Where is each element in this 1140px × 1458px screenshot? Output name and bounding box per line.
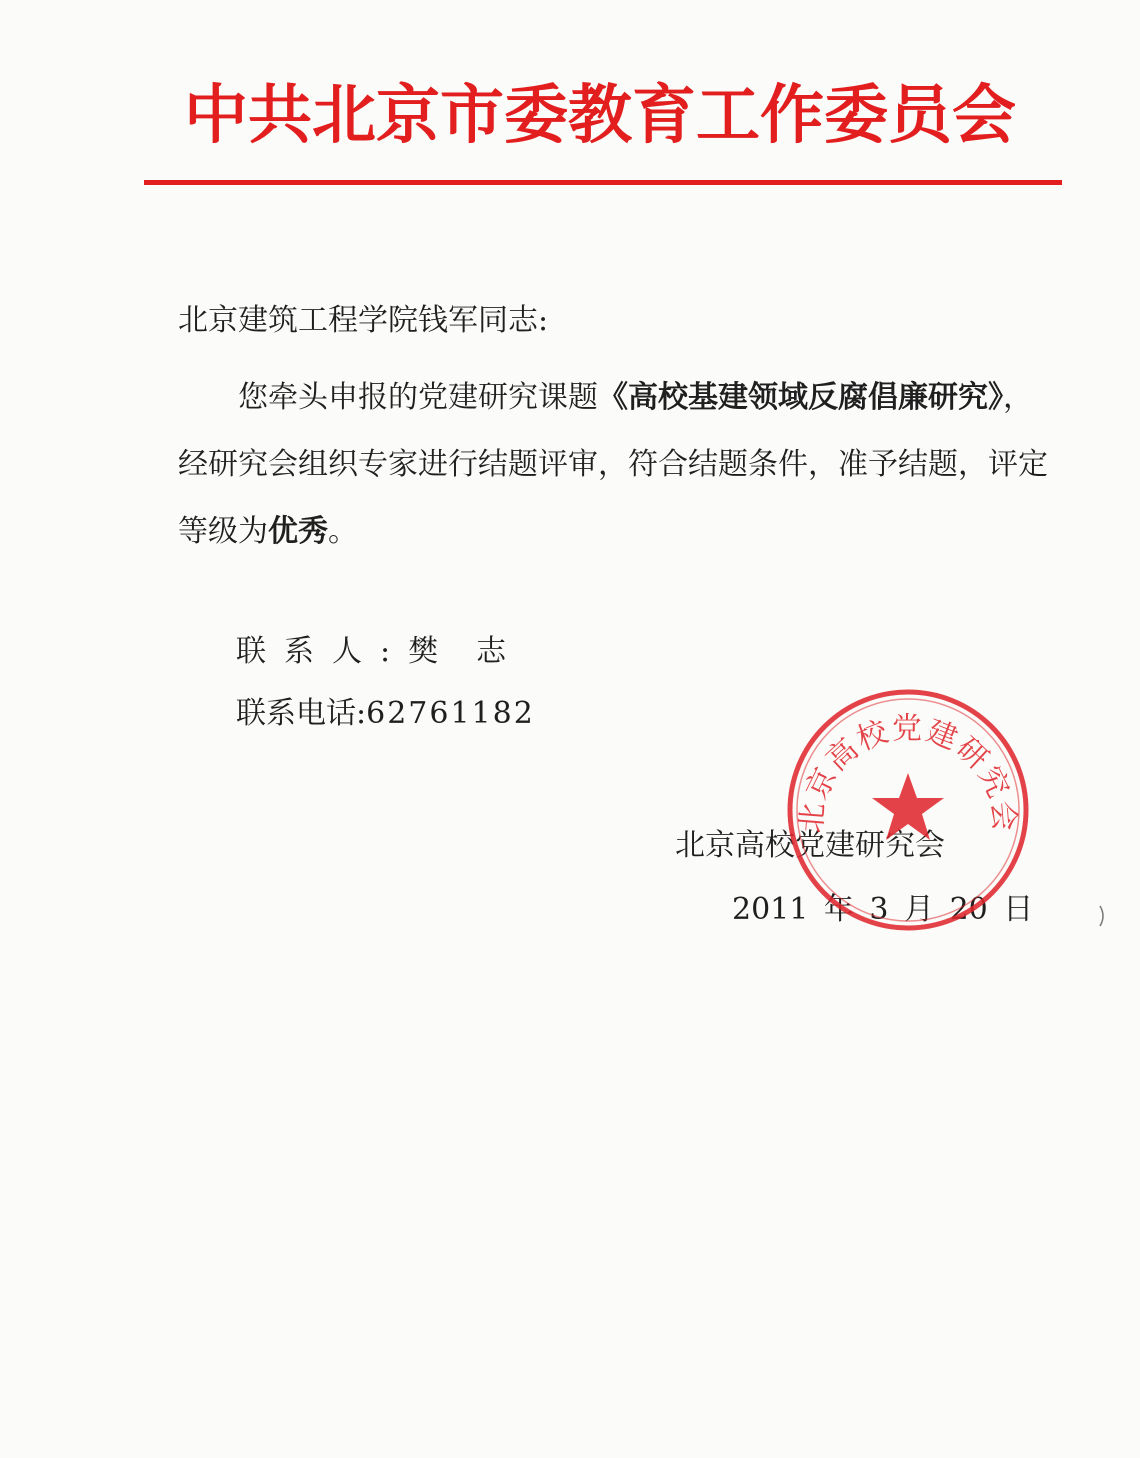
official-seal <box>783 685 1033 935</box>
grade-value: 优秀 <box>268 514 328 549</box>
project-title: 《高校基建领域反腐倡廉研究》 <box>598 380 1003 415</box>
letterhead-title: 中共北京市委教育工作委员会 <box>184 79 1016 153</box>
letterhead-rule-line <box>144 180 1062 185</box>
contact-phone-label: 联系电话: <box>236 696 367 731</box>
salutation: 北京建筑工程学院钱军同志: <box>178 303 549 338</box>
body-text-end: 。 <box>328 514 358 549</box>
issue-date: 2011 年 3 月 20 日 <box>732 892 1034 927</box>
body-text-part2: ，经研究会组织专家进行结题评审，符合结题条件，准予结题，评定等级为 <box>178 380 1048 549</box>
scan-mark <box>1098 904 1108 928</box>
seal-text: 北京高校党建研究会 <box>794 711 1022 835</box>
letter-body <box>178 364 1048 565</box>
contact-phone-row <box>236 696 535 731</box>
contact-person-label: 联系人: <box>236 634 409 669</box>
contact-person-row <box>236 634 545 669</box>
star-icon <box>872 773 944 840</box>
body-text-part1: 您牵头申报的党建研究课题 <box>238 380 598 415</box>
issuer-name: 北京高校党建研究会 <box>675 828 945 863</box>
letterhead-rule <box>144 180 1062 185</box>
contact-person-name: 樊志 <box>408 634 545 669</box>
contact-phone-value: 62761182 <box>366 696 535 731</box>
